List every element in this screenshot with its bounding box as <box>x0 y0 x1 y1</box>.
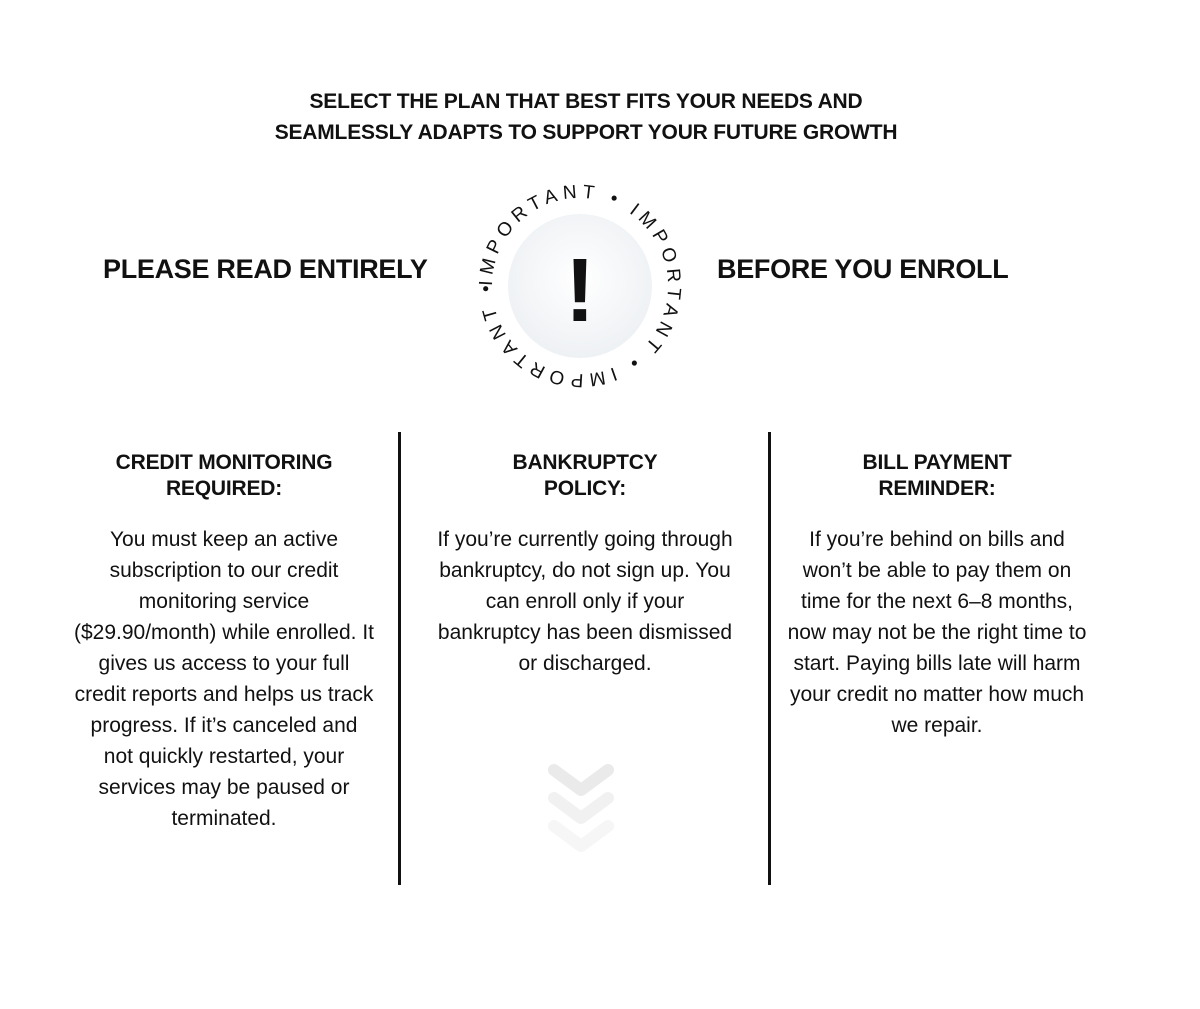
column-body: If you’re behind on bills and won’t be able to pay them on time for the next 6–8 months, now may not be the right time to start. Paying bills late will harm your credit no matter how much we repair. <box>787 528 1087 737</box>
column-title <box>74 450 374 502</box>
exclamation-icon: ! <box>565 241 595 341</box>
column-title-line-2: REQUIRED: <box>165 477 283 500</box>
info-column-bill-payment <box>787 450 1087 741</box>
headline-line-2: SEAMLESSLY ADAPTS TO SUPPORT YOUR FUTURE GROWTH <box>274 121 898 144</box>
info-column-credit-monitoring <box>74 450 374 834</box>
page-headline <box>0 86 1172 148</box>
column-title-line-1: CREDIT MONITORING <box>115 451 333 474</box>
chevron-down-icon <box>554 798 608 818</box>
notice-read-entirely: PLEASE READ ENTIRELY <box>103 254 428 284</box>
column-title <box>787 450 1087 502</box>
chevron-down-icon <box>554 826 608 846</box>
important-badge-graphic <box>470 176 690 396</box>
info-column-bankruptcy <box>435 450 735 679</box>
scroll-down-chevrons-icon <box>546 760 616 890</box>
notice-before-enroll: BEFORE YOU ENROLL <box>717 254 1009 284</box>
column-body: If you’re currently going through bankruptcy, do not sign up. You can enroll only if your bankruptcy has been dismissed or discharged. <box>437 528 733 675</box>
column-title-line-1: BANKRUPTCY <box>512 451 658 474</box>
chevron-down-icon <box>554 770 608 790</box>
column-title-line-1: BILL PAYMENT <box>862 451 1012 474</box>
column-divider-2 <box>768 432 771 885</box>
column-divider-1 <box>398 432 401 885</box>
headline-line-1: SELECT THE PLAN THAT BEST FITS YOUR NEEDS AND <box>309 90 863 113</box>
column-title <box>435 450 735 502</box>
important-badge <box>470 176 690 396</box>
badge-ring-text: IMPORTANT • IMPORTANT • IMPORTANT • <box>475 181 685 391</box>
column-body: You must keep an active subscription to our credit monitoring service ($29.90/month) while enrolled. It gives us access to your full credit reports and helps us track progress. If it’s canceled and not quickly restarted, your services may be paused or terminated. <box>74 528 374 830</box>
column-title-line-2: REMINDER: <box>878 477 996 500</box>
column-title-line-2: POLICY: <box>543 477 627 500</box>
